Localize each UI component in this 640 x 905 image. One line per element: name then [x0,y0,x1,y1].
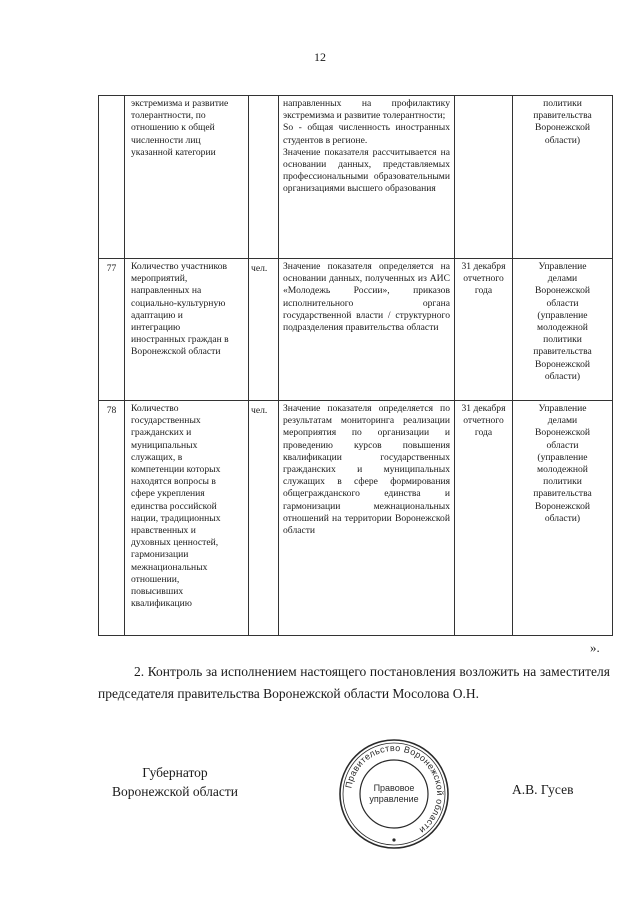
stamp-outer-text: Правительство Воронежской области [343,742,446,836]
unit-cell: чел. [249,401,279,636]
signer-name: А.В. Гусев [512,782,574,797]
responsible-cell: Управление делами Воронежской области (управление молодежной политики правительства Воронежской области) [513,401,613,636]
table-row [99,259,613,401]
indicator-name-cell: Количество государственных гражданских и муниципальных служащих, в компетенции которых находятся вопросы в сфере укрепления единства российской нации, традиционных нравственных и духовных ценностей, гармонизации межнациональных отношении, повысивших квалификацию [125,401,249,636]
indicator-name-cell: Количество участников мероприятий, направленных на социально-культурную адаптацию и интеграцию иностранных граждан в Воронежской области [125,259,249,401]
deadline-cell: 31 декабря отчетного года [455,401,513,636]
calculation-method-cell: направленных на профилактику экстремизма и развитие толерантности; So - общая численность иностранных студентов в регионе. Значение показателя рассчитывается на основании данных, представляемых профессиональными образовательными организациями высшего образования [279,96,455,259]
deadline-cell [455,96,513,259]
responsible-cell: Управление делами Воронежской области (управление молодежной политики правительства Воронежской области) [513,259,613,401]
stamp-inner-text-2: управление [369,794,419,804]
calculation-method-cell: Значение показателя определяется на основании данных, полученных из АИС «Молодежь России», приказов исполнительного органа государственной власти / структурного подразделения правительства области [279,259,455,401]
calculation-method-cell: Значение показателя определяется по результатам мониторинга реализации мероприятия по организации и проведению курсов повышения квалификации государственных гражданских и муниципальных служащих в сфере формирования общегражданского единства и гармонизации межнациональных отношений на территории Воронежской области [279,401,455,636]
page-number: 12 [314,50,326,64]
row-number-cell: 78 [99,401,125,636]
table-row [99,401,613,636]
row-number-cell [99,96,125,259]
table-row [99,96,613,259]
paragraph-2: 2. Контроль за исполнением настоящего постановления возложить на заместителя председателя правительства Воронежской области Мосолова О.Н. [98,664,610,701]
stamp-dot [392,838,395,841]
signer-title: Губернатор Воронежской области [112,765,238,799]
official-stamp [338,738,450,850]
row-number-cell: 77 [99,259,125,401]
indicator-name-cell: экстремизма и развитие толерантности, по отношению к общей численности лиц указанной категории [125,96,249,259]
responsible-cell: политики правительства Воронежской области) [513,96,613,259]
deadline-cell: 31 декабря отчетного года [455,259,513,401]
unit-cell: чел. [249,259,279,401]
stamp-inner-text-1: Правовое [373,783,415,793]
closing-quote: ». [590,640,600,655]
unit-cell [249,96,279,259]
indicators-table [98,95,613,636]
